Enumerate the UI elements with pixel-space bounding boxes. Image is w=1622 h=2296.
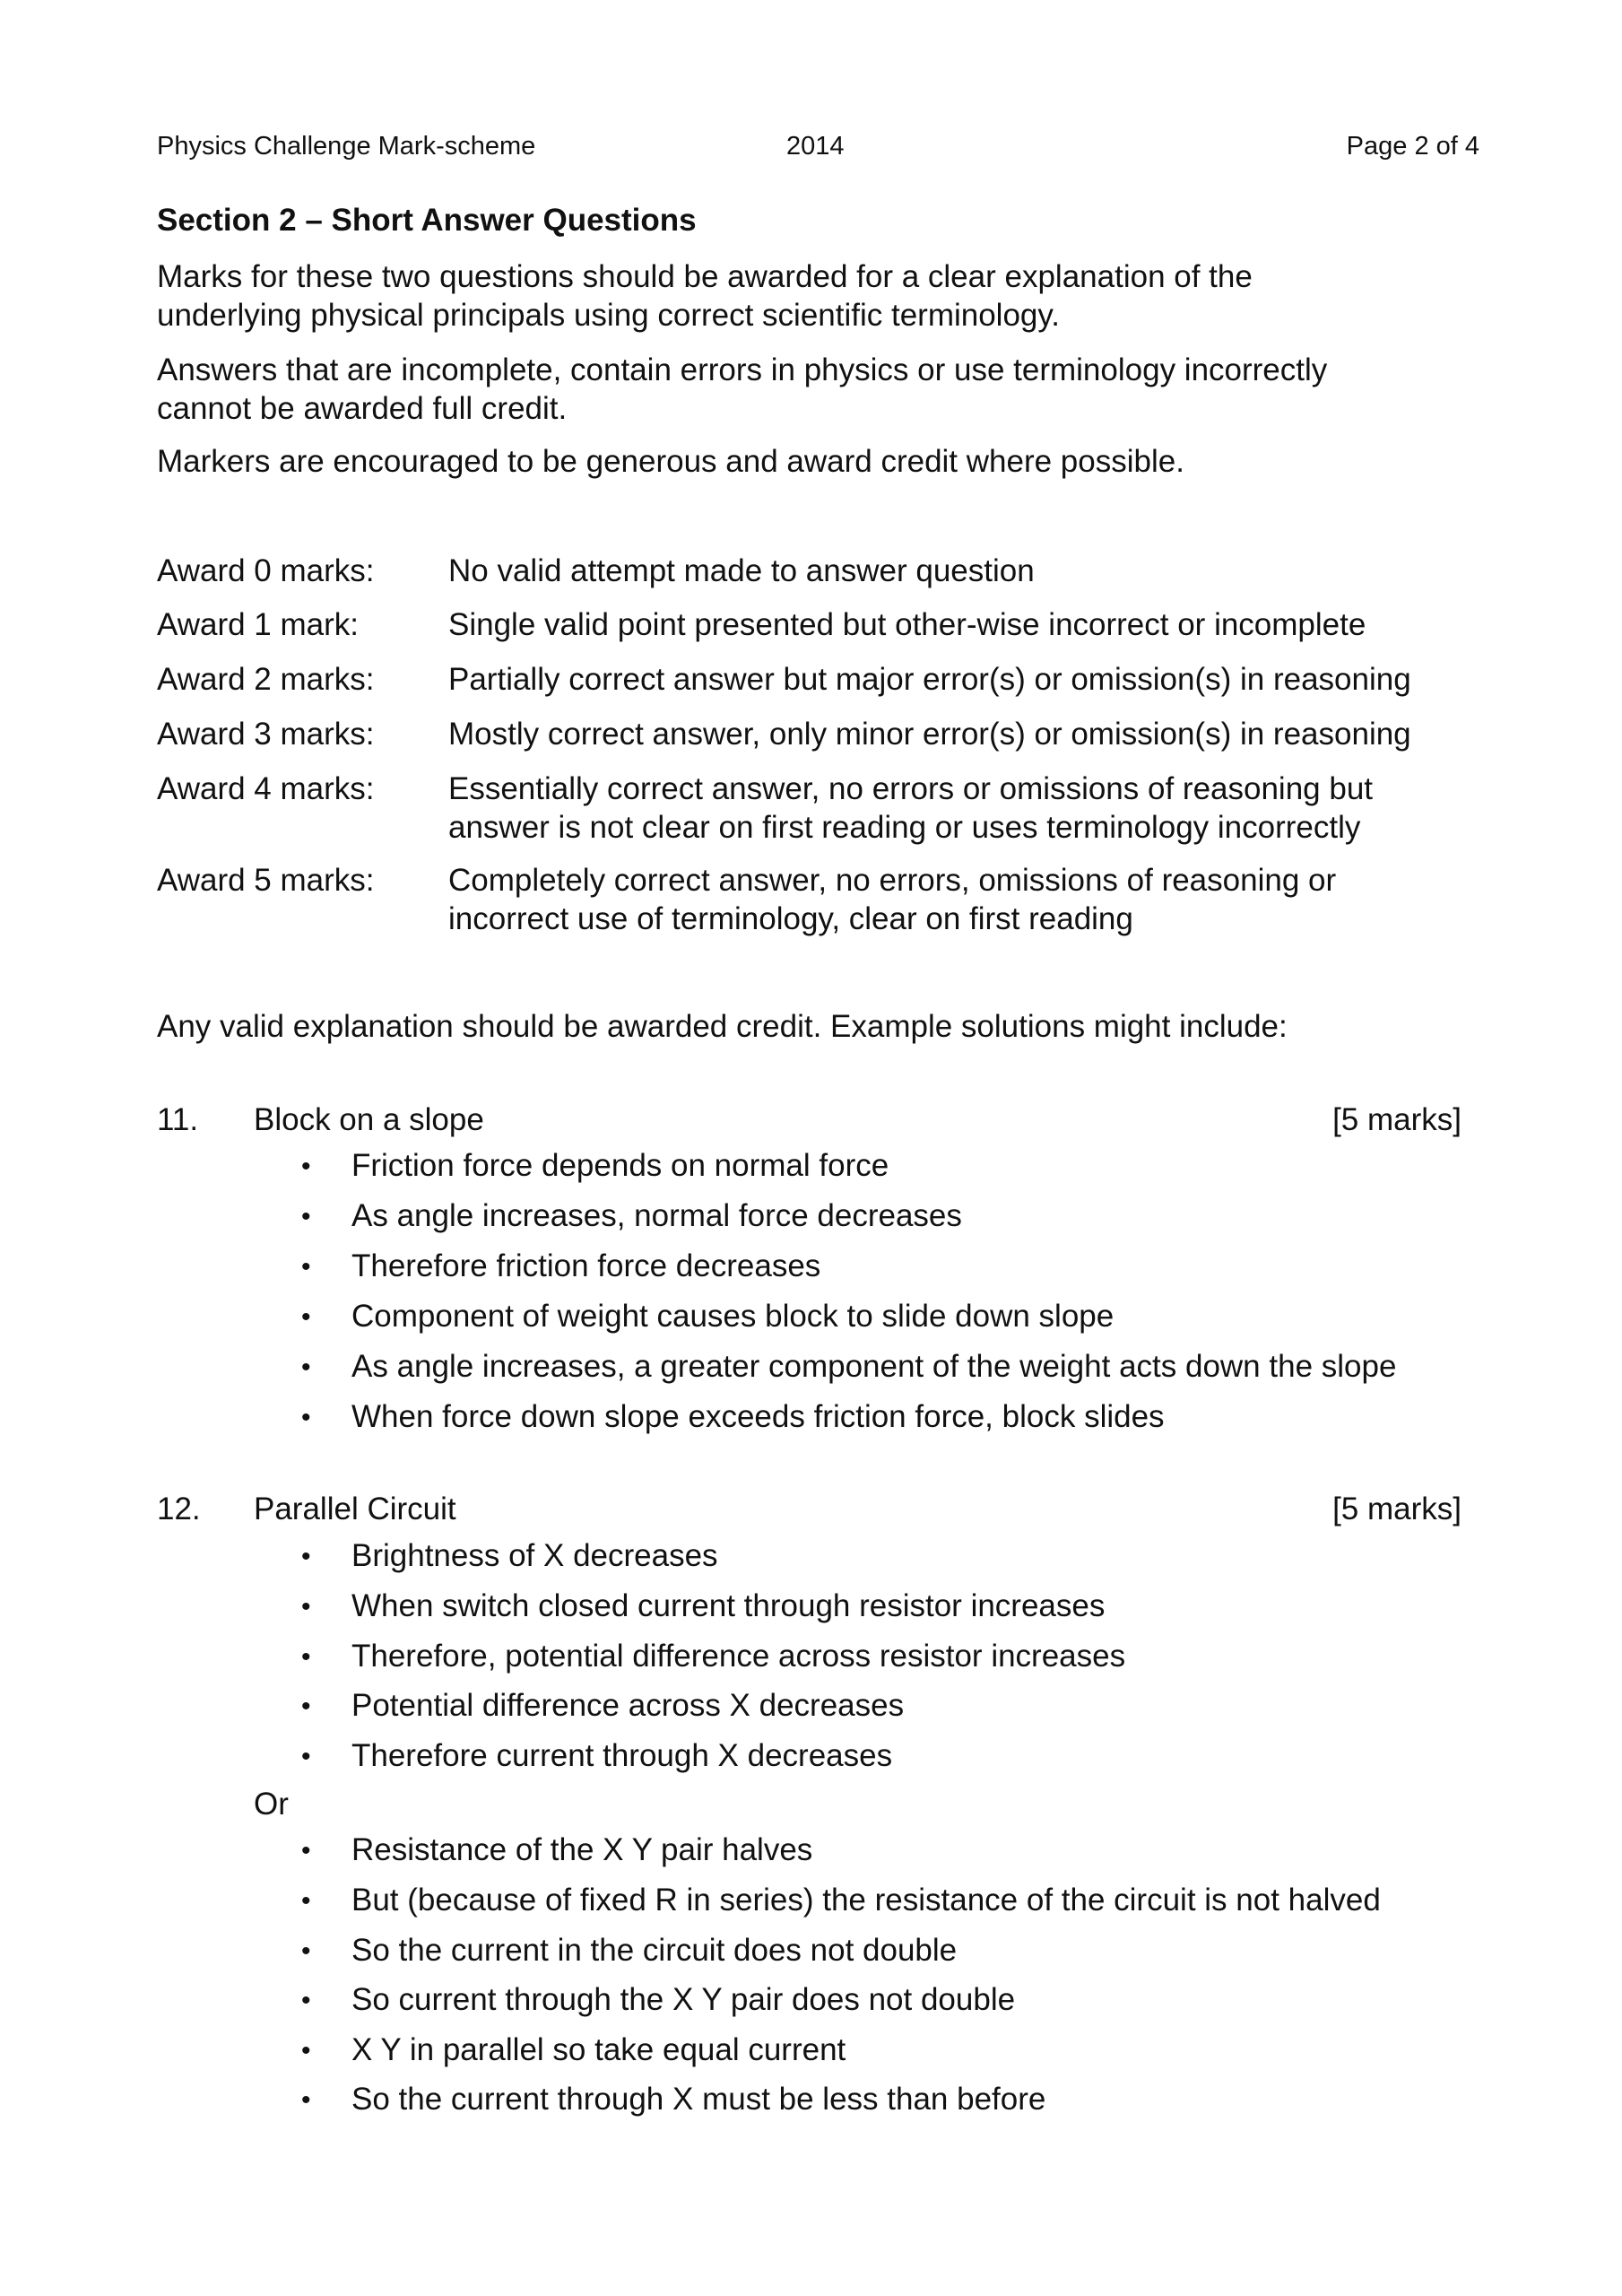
list-item: Component of weight causes block to slide down slope bbox=[351, 1299, 1115, 1334]
question-title: Block on a slope bbox=[254, 1102, 484, 1137]
question-number: 11. bbox=[157, 1102, 199, 1137]
marks-description-continued: answer is not clear on first reading or uses terminology incorrectly bbox=[448, 810, 1361, 845]
bullet-icon: • bbox=[301, 2036, 311, 2066]
bullet-icon: • bbox=[301, 1836, 311, 1866]
bullet-icon: • bbox=[301, 1302, 311, 1332]
list-item: When switch closed current through resistor increases bbox=[351, 1588, 1106, 1623]
bullet-icon: • bbox=[301, 1152, 311, 1181]
bullet-icon: • bbox=[301, 1986, 311, 2015]
list-item: Therefore friction force decreases bbox=[351, 1248, 821, 1283]
list-item: Friction force depends on normal force bbox=[351, 1148, 889, 1183]
bullet-icon: • bbox=[301, 1886, 311, 1916]
marks-description: Mostly correct answer, only minor error(s) or omission(s) in reasoning bbox=[448, 717, 1411, 752]
marks-label: Award 3 marks: bbox=[157, 717, 375, 752]
marks-label: Award 0 marks: bbox=[157, 553, 375, 588]
list-item: When force down slope exceeds friction force, block slides bbox=[351, 1399, 1165, 1434]
bullet-icon: • bbox=[301, 2085, 311, 2115]
marks-label: Award 2 marks: bbox=[157, 662, 375, 697]
question-title: Parallel Circuit bbox=[254, 1492, 456, 1526]
bullet-icon: • bbox=[301, 1742, 311, 1771]
section-title: Section 2 – Short Answer Questions bbox=[157, 203, 697, 238]
bullet-icon: • bbox=[301, 1592, 311, 1622]
marks-description: Partially correct answer but major error(s) or omission(s) in reasoning bbox=[448, 662, 1411, 697]
bullet-icon: • bbox=[301, 1202, 311, 1231]
marks-description-continued: incorrect use of terminology, clear on first reading bbox=[448, 901, 1133, 936]
bullet-icon: • bbox=[301, 1403, 311, 1432]
alternative-label: Or bbox=[254, 1787, 289, 1822]
marks-label: Award 4 marks: bbox=[157, 771, 375, 806]
intro-paragraph-2-line-2: cannot be awarded full credit. bbox=[157, 391, 568, 426]
list-item: Therefore current through X decreases bbox=[351, 1738, 893, 1773]
list-item: Resistance of the X Y pair halves bbox=[351, 1832, 813, 1867]
header-page-number: Page 2 of 4 bbox=[1346, 132, 1479, 161]
intro-paragraph-1-line-1: Marks for these two questions should be awarded for a clear explanation of the bbox=[157, 259, 1253, 294]
list-item: Potential difference across X decreases bbox=[351, 1688, 905, 1723]
marks-description: Single valid point presented but other-wise incorrect or incomplete bbox=[448, 607, 1366, 642]
bullet-icon: • bbox=[301, 1352, 311, 1382]
marks-label: Award 5 marks: bbox=[157, 863, 375, 898]
question-marks: [5 marks] bbox=[1332, 1102, 1462, 1137]
bullet-icon: • bbox=[301, 1642, 311, 1672]
examples-intro: Any valid explanation should be awarded credit. Example solutions might include: bbox=[157, 1009, 1288, 1044]
list-item: So the current in the circuit does not double bbox=[351, 1933, 958, 1968]
bullet-icon: • bbox=[301, 1542, 311, 1571]
question-marks: [5 marks] bbox=[1332, 1492, 1462, 1526]
marks-description: Completely correct answer, no errors, omissions of reasoning or bbox=[448, 863, 1337, 898]
list-item: So current through the X Y pair does not double bbox=[351, 1982, 1016, 2017]
header-year: 2014 bbox=[786, 132, 845, 161]
intro-paragraph-3: Markers are encouraged to be generous and award credit where possible. bbox=[157, 444, 1184, 479]
list-item: As angle increases, normal force decreases bbox=[351, 1198, 962, 1233]
list-item: X Y in parallel so take equal current bbox=[351, 2032, 846, 2067]
bullet-icon: • bbox=[301, 1692, 311, 1721]
marks-description: Essentially correct answer, no errors or omissions of reasoning but bbox=[448, 771, 1374, 806]
question-number: 12. bbox=[157, 1492, 201, 1526]
list-item: As angle increases, a greater component of the weight acts down the slope bbox=[351, 1349, 1397, 1384]
bullet-icon: • bbox=[301, 1936, 311, 1966]
list-item: But (because of fixed R in series) the resistance of the circuit is not halved bbox=[351, 1883, 1381, 1918]
list-item: Therefore, potential difference across resistor increases bbox=[351, 1639, 1126, 1674]
bullet-icon: • bbox=[301, 1252, 311, 1282]
marks-description: No valid attempt made to answer question bbox=[448, 553, 1035, 588]
intro-paragraph-1-line-2: underlying physical principals using correct scientific terminology. bbox=[157, 298, 1061, 333]
intro-paragraph-2-line-1: Answers that are incomplete, contain errors in physics or use terminology incorrectly bbox=[157, 352, 1328, 387]
header-document-title: Physics Challenge Mark-scheme bbox=[157, 132, 536, 161]
marks-label: Award 1 mark: bbox=[157, 607, 359, 642]
list-item: Brightness of X decreases bbox=[351, 1538, 718, 1573]
list-item: So the current through X must be less than before bbox=[351, 2082, 1046, 2117]
